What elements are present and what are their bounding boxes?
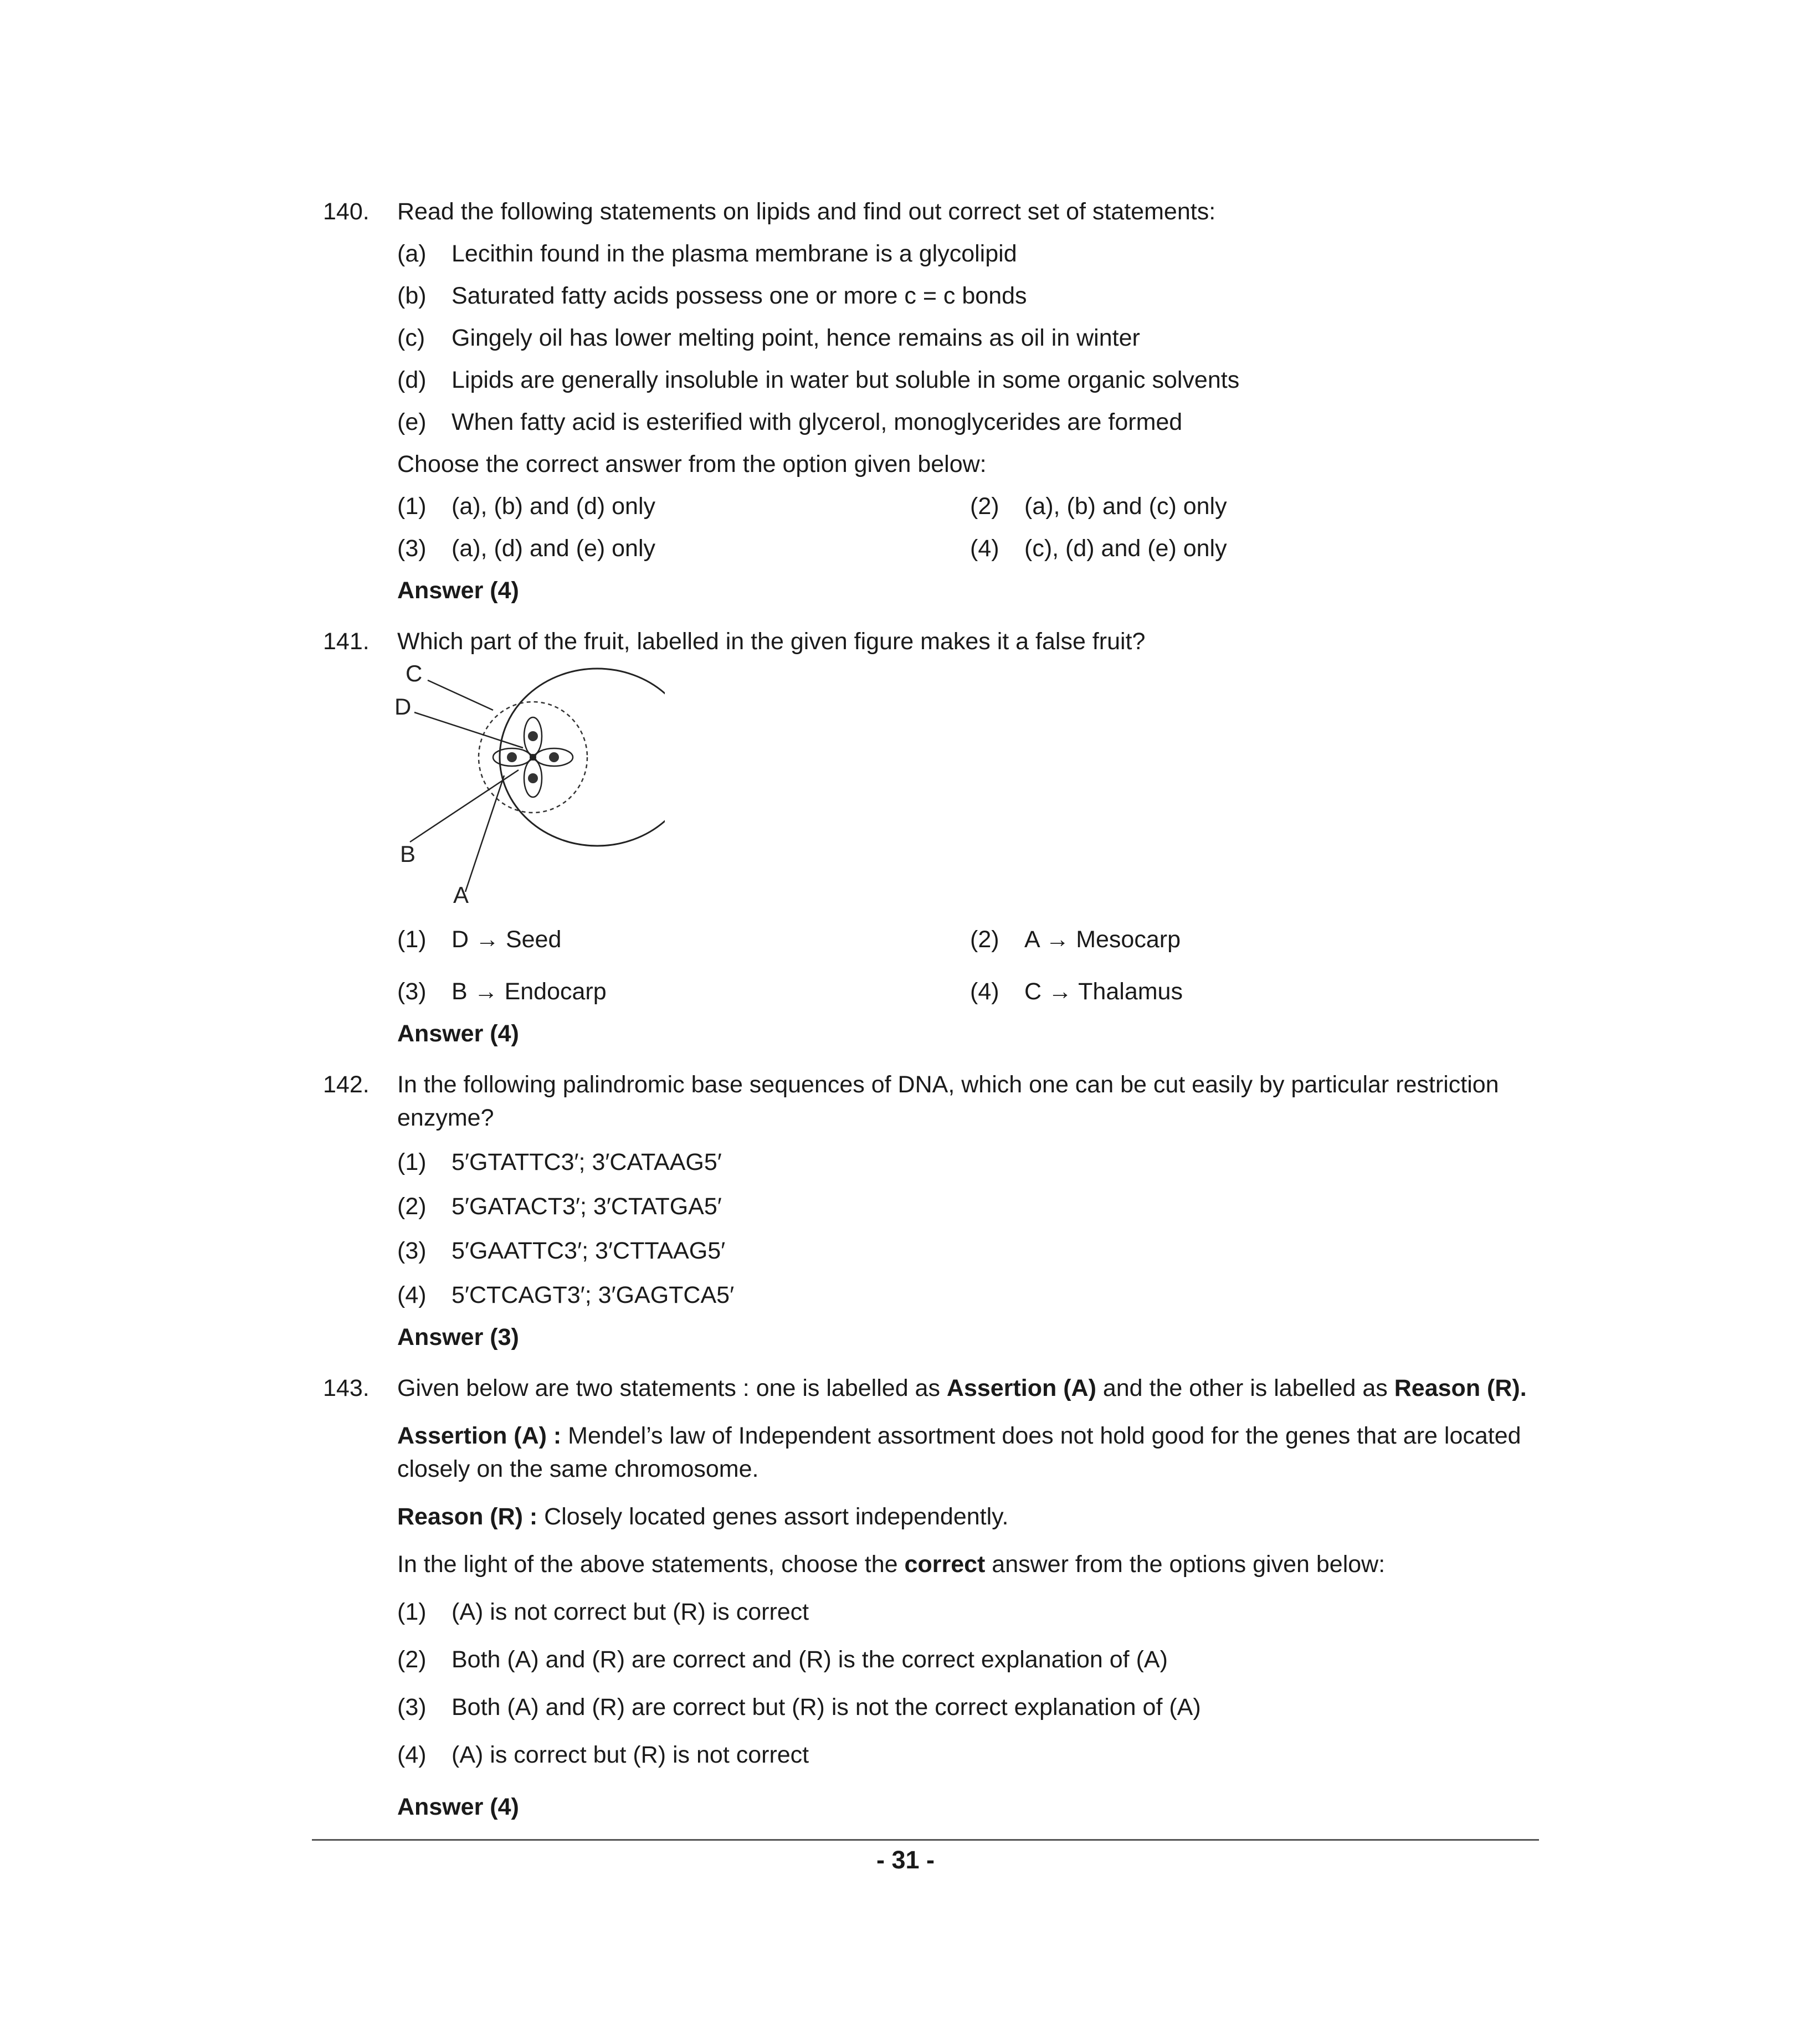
- option-label: (1): [397, 926, 427, 953]
- statement-label: (d): [397, 367, 427, 393]
- option-label: (3): [397, 1694, 427, 1721]
- instruction-text: answer from the options given below:: [985, 1551, 1386, 1578]
- statement-text: Saturated fatty acids possess one or more c = c bonds: [452, 283, 1027, 309]
- reason-text: Closely located genes assort independently.: [537, 1503, 1009, 1530]
- option-label: (2): [397, 1646, 427, 1673]
- option-text: (c), (d) and (e) only: [1024, 535, 1227, 562]
- statement-text: Gingely oil has lower melting point, hence remains as oil in winter: [452, 325, 1140, 351]
- question-stem: [397, 1372, 1527, 1405]
- answer: Answer (4): [397, 1794, 519, 1820]
- answer: Answer (4): [397, 577, 519, 604]
- option-label: (3): [397, 978, 427, 1005]
- statement-label: (b): [397, 283, 427, 309]
- option-text: Both (A) and (R) are correct and (R) is the correct explanation of (A): [452, 1646, 1168, 1673]
- option-label: (4): [397, 1282, 427, 1308]
- option-text: (A) is correct but (R) is not correct: [452, 1742, 809, 1768]
- option-text: (a), (b) and (d) only: [452, 493, 656, 520]
- statement-label: (a): [397, 240, 427, 267]
- question-instruction: Choose the correct answer from the option given below:: [397, 451, 987, 477]
- question-stem-line-2: enzyme?: [397, 1105, 494, 1131]
- option-text: Both (A) and (R) are correct but (R) is not the correct explanation of (A): [452, 1694, 1201, 1721]
- instruction-emphasis: correct: [904, 1551, 986, 1578]
- question-number: 140.: [323, 198, 370, 225]
- reason-line: [397, 1500, 1008, 1533]
- question-stem-line-1: In the following palindromic base sequences of DNA, which one can be cut easily by particular restriction: [397, 1071, 1499, 1098]
- fruit-cross-section-figure: [388, 659, 665, 914]
- statement-label: (c): [397, 325, 425, 351]
- statement-label: (e): [397, 409, 427, 435]
- assertion-line-2: closely on the same chromosome.: [397, 1456, 759, 1482]
- statement-text: Lecithin found in the plasma membrane is a glycolipid: [452, 240, 1017, 267]
- question-stem: Which part of the fruit, labelled in the given figure makes it a false fruit?: [397, 628, 1146, 655]
- option-label: (2): [970, 493, 999, 520]
- assertion-label: Assertion (A) :: [397, 1422, 562, 1449]
- stem-text: and the other is labelled as: [1096, 1375, 1394, 1401]
- option-label: (3): [397, 1237, 427, 1264]
- assertion-line-1: [397, 1419, 1521, 1452]
- fruit-outer-outline: [500, 669, 665, 846]
- option-label: (1): [397, 493, 427, 520]
- option-label: (1): [397, 1149, 427, 1175]
- question-number: 142.: [323, 1071, 370, 1098]
- figure-label-c: C: [406, 660, 423, 686]
- stem-reason-term: Reason (R).: [1394, 1375, 1527, 1401]
- option-text: (A) is not correct but (R) is correct: [452, 1599, 809, 1625]
- page-number: - 31 -: [876, 1846, 935, 1874]
- figure-label-d: D: [394, 694, 412, 720]
- option-text: 5′CTCAGT3′; 3′GAGTCA5′: [452, 1282, 735, 1308]
- reason-label: Reason (R) :: [397, 1503, 538, 1530]
- answer: Answer (4): [397, 1020, 519, 1047]
- assertion-text: Mendel’s law of Independent assortment does not hold good for the genes that are located: [561, 1422, 1521, 1449]
- option-text: (a), (d) and (e) only: [452, 535, 656, 562]
- option-label: (4): [970, 535, 999, 562]
- figure-label-b: B: [400, 841, 416, 867]
- question-number: 141.: [323, 628, 370, 655]
- question-stem: Read the following statements on lipids and find out correct set of statements:: [397, 198, 1216, 225]
- option-label: (4): [970, 978, 999, 1005]
- option-text: B → Endocarp: [452, 978, 607, 1005]
- statement-text: Lipids are generally insoluble in water but soluble in some organic solvents: [452, 367, 1240, 393]
- instruction-text: In the light of the above statements, choose the: [397, 1551, 905, 1578]
- option-text: C → Thalamus: [1024, 978, 1183, 1005]
- option-text: 5′GATACT3′; 3′CTATGA5′: [452, 1193, 722, 1220]
- option-text: 5′GTATTC3′; 3′CATAAG5′: [452, 1149, 722, 1175]
- option-label: (4): [397, 1742, 427, 1768]
- option-label: (2): [397, 1193, 427, 1220]
- option-text: (a), (b) and (c) only: [1024, 493, 1227, 520]
- option-text: D → Seed: [452, 926, 562, 953]
- option-text: A → Mesocarp: [1024, 926, 1181, 953]
- option-label: (2): [970, 926, 999, 953]
- stem-text: Given below are two statements : one is labelled as: [397, 1375, 947, 1401]
- question-number: 143.: [323, 1375, 370, 1401]
- option-text: 5′GAATTC3′; 3′CTTAAG5′: [452, 1237, 726, 1264]
- option-label: (3): [397, 535, 427, 562]
- figure-label-a: A: [453, 882, 469, 908]
- statement-text: When fatty acid is esterified with glycerol, monoglycerides are formed: [452, 409, 1183, 435]
- footer-rule: [312, 1839, 1539, 1841]
- stem-assertion-term: Assertion (A): [946, 1375, 1096, 1401]
- question-instruction: [397, 1548, 1385, 1581]
- answer: Answer (3): [397, 1324, 519, 1350]
- option-label: (1): [397, 1599, 427, 1625]
